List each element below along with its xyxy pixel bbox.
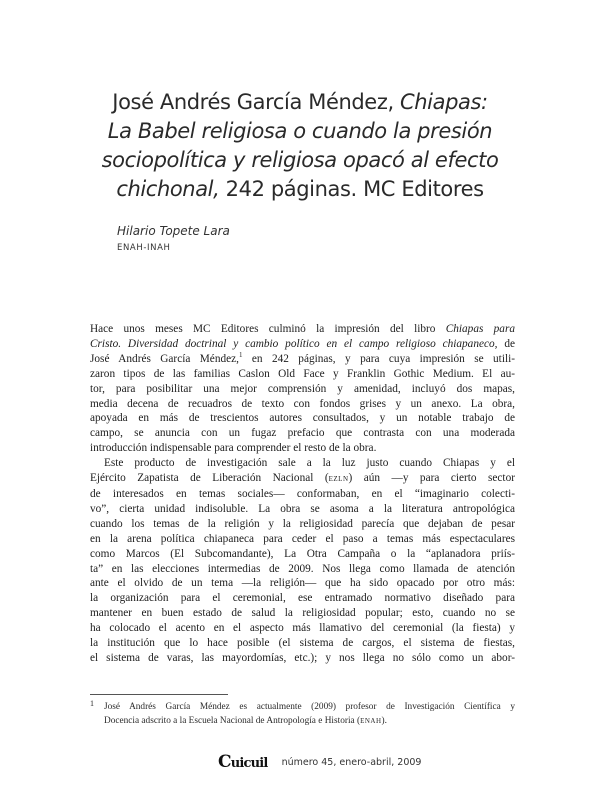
body-line: Ejército Zapatista de Liberación Nacional (ezln) aún —y para cierto sector [90,472,515,485]
body-line: la institución que lo hace posible (el sistema de cargos, el sistema de fiestas, [90,637,515,650]
body-line: campo, se anuncia con un fugaz prefacio que contrasta con una moderada [90,427,515,440]
paragraph-1 [90,322,515,456]
review-body [90,322,515,666]
body-line: ta” en las elecciones intermedias de 2009. Nos llega como llamada de atención [90,562,515,575]
footnote-line: José Andrés García Méndez es actualmente (2009) profesor de Investigación Científica y [104,702,515,712]
issue-info: número 45, enero-abril, 2009 [281,756,422,768]
page-footer [218,752,421,772]
body-line: introducción indispensable para comprender el resto de la obra. [90,442,377,455]
paragraph-2 [90,456,515,666]
journal-logo: Cuicuil [218,751,268,772]
body-line: Cristo. Diversidad doctrinal y cambio político en el campo religioso chiapaneco, de [90,337,515,350]
body-line: Hace unos meses MC Editores culminó la impresión del libro Chiapas para [90,323,515,335]
title-text-4-italic: chichonal, [116,177,220,201]
footnote-line: Docencia adscrito a la Escuela Nacional de Antropología e Historia (enah). [104,715,387,726]
body-line: vo”, cierta unidad indisoluble. La obra se asoma a la literatura antropológica [90,502,515,515]
title-line-1 [80,88,520,117]
author-affiliation: ENAH-INAH [117,243,171,253]
body-line: zaron tipos de las familias Caslon Old Face y Franklin Gothic Medium. El au- [90,367,515,380]
footnote-ref[interactable]: 1 [238,351,243,360]
body-line: apoyada en más de trescientos autores consultados, y un notable trabajo de [90,412,515,425]
title-line-2: La Babel religiosa o cuando la presión [107,119,493,143]
body-line: ante el olvido de un tema —la religión— que ha sido opacado por otro más: [90,577,515,590]
title-text-1-italic: Chiapas: [400,90,488,114]
body-line: José Andrés García Méndez,$^1$ en 242 páginas, y para cuya impresión se utili- [90,351,516,365]
body-line: como Marcos (El Subcomandante), La Otra Campaña o la “aplanadora priís- [90,547,515,560]
body-line: tor, para posibilitar una mejor comprensión y amenidad, incluyó dos mapas, [90,382,515,395]
footnote-mark: 1 [90,699,94,708]
body-line: la organización para el ceremonial, ese entramado normativo diseñado para [90,592,515,605]
footnote [90,700,515,728]
author-name: Hilario Topete Lara [117,224,230,238]
body-line: media decena de recuadros de texto con fondos grises y un anexo. La obra, [90,397,515,410]
body-line: el sistema de varas, las mayordomías, etc.); y nos llega no sólo como un abor- [90,651,515,664]
body-line: Este producto de investigación sale a la luz justo cuando Chiapas y el [104,457,515,470]
body-line: mantener en buen estado de salud la religiosidad popular; esto, cuando no se [90,607,515,620]
body-line: en la arena política chiapaneca para ceder el paso a temas más espectaculares [90,532,515,545]
title-text-4: 242 páginas. MC Editores [219,177,484,201]
review-title [80,88,520,204]
body-line: de interesados en temas sociales— conformaban, en el “imaginario colecti- [90,487,515,500]
title-text-1: José Andrés García Méndez, [112,90,400,114]
footnote-divider [90,694,228,695]
body-line: cuando los temas de la religión y la religiosidad parecía que dejaban de pesar [90,517,515,530]
body-line: ha colocado el acento en el aspecto más llamativo del ceremonial (la fiesta) y [90,622,515,635]
title-line-4 [80,175,520,204]
title-line-3: sociopolítica y religiosa opacó al efecto [101,148,499,172]
